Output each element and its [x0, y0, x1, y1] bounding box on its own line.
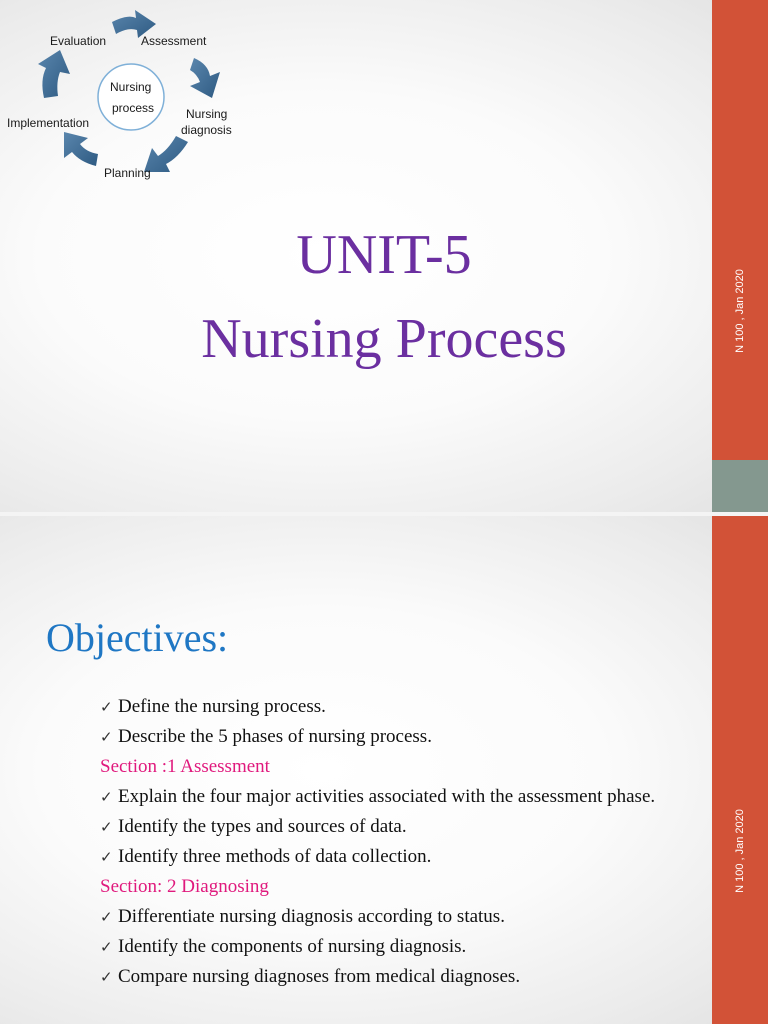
- slide-footer: N 100 , Jan 2020: [734, 809, 746, 893]
- assessment-label: Assessment: [141, 34, 207, 48]
- item-text: Compare nursing diagnoses from medical diagnoses.: [118, 966, 521, 987]
- checkmark-icon: ✓: [100, 848, 113, 866]
- section-heading: Section :1 Assessment: [100, 756, 270, 777]
- side-accent-block: [712, 460, 768, 512]
- item-text: Define the nursing process.: [118, 696, 326, 717]
- side-color-bar: [712, 516, 768, 1024]
- planning-label: Planning: [104, 166, 151, 180]
- list-item: [100, 694, 690, 720]
- cycle-arrows-graphic: [0, 0, 250, 190]
- objectives-heading: Objectives:: [46, 615, 229, 660]
- item-text: Differentiate nursing diagnosis according to status.: [118, 906, 505, 927]
- side-color-bar: [712, 0, 768, 512]
- list-item: [100, 904, 690, 930]
- center-circle: [98, 64, 164, 130]
- checkmark-icon: ✓: [100, 938, 113, 956]
- checkmark-icon: ✓: [100, 698, 113, 716]
- checkmark-icon: ✓: [100, 968, 113, 986]
- unit-title: UNIT-5: [296, 224, 472, 286]
- list-item: [100, 784, 690, 810]
- slide-footer: N 100 , Jan 2020: [734, 269, 746, 353]
- item-text: Explain the four major activities associated with the assessment phase.: [118, 786, 656, 807]
- center-label-line2: process: [112, 101, 155, 115]
- evaluation-label: Evaluation: [50, 34, 107, 48]
- checkmark-icon: ✓: [100, 908, 113, 926]
- checkmark-icon: ✓: [100, 728, 113, 746]
- diagnosis-label-line2: diagnosis: [181, 123, 232, 137]
- diagnosis-label-line1: Nursing: [186, 107, 228, 121]
- objectives-list: [100, 694, 690, 994]
- implementation-label: Implementation: [7, 116, 90, 130]
- curved-arrow-icon: [190, 58, 220, 98]
- nursing-process-cycle-diagram: [0, 0, 250, 190]
- curved-arrow-icon: [38, 50, 70, 98]
- item-text: Identify the components of nursing diagnosis.: [118, 936, 467, 957]
- objectives-slide: [0, 516, 768, 1024]
- item-text: Identify three methods of data collection.: [118, 846, 432, 867]
- center-label-line1: Nursing: [110, 80, 152, 94]
- section-heading: Section: 2 Diagnosing: [100, 876, 269, 897]
- list-item: [100, 814, 690, 840]
- topic-title: Nursing Process: [201, 308, 567, 370]
- checkmark-icon: ✓: [100, 788, 113, 806]
- list-item: [100, 934, 690, 960]
- item-text: Identify the types and sources of data.: [118, 816, 407, 837]
- list-item: [100, 724, 690, 750]
- curved-arrow-icon: [64, 132, 98, 166]
- list-item: [100, 964, 690, 990]
- item-text: Describe the 5 phases of nursing process.: [118, 726, 432, 747]
- checkmark-icon: ✓: [100, 818, 113, 836]
- list-item: [100, 844, 690, 870]
